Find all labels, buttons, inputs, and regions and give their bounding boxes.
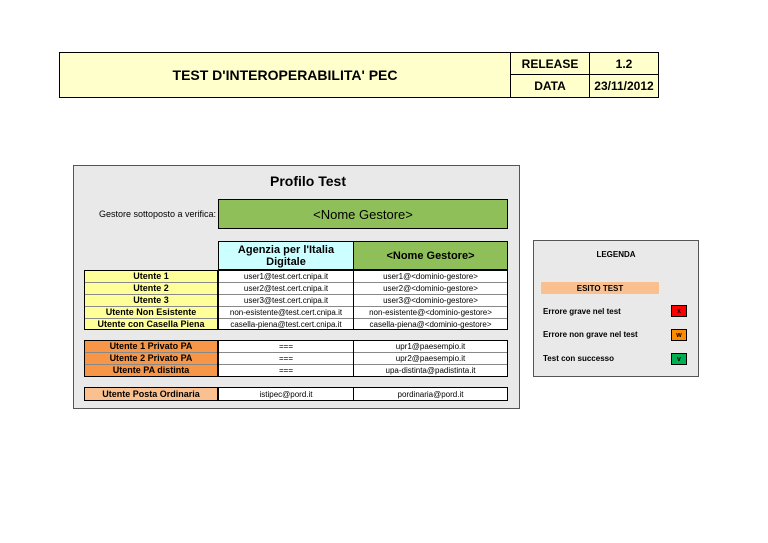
gestore-email: user3@<dominio-gestore> — [354, 295, 507, 307]
date-label: DATA — [510, 74, 590, 98]
gestore-email: upr1@paesempio.it — [354, 341, 507, 353]
agency-email: user1@test.cert.cnipa.it — [219, 271, 353, 283]
group1-gestore-column — [353, 270, 508, 330]
document-title: TEST D'INTEROPERABILITA' PEC — [59, 52, 511, 98]
gestore-column-header: <Nome Gestore> — [353, 241, 508, 270]
group1-agency-column — [218, 270, 354, 330]
legend-box-non-grave: w — [671, 329, 687, 341]
gestore-email: casella-piena@<dominio-gestore> — [369, 320, 492, 329]
agency-column-header: Agenzia per l'Italia Digitale — [218, 241, 354, 270]
row-label: Utente 2 Privato PA — [85, 353, 217, 365]
agency-email: === — [219, 341, 353, 353]
gestore-email: user1@<dominio-gestore> — [354, 271, 507, 283]
group2-gestore-column — [353, 340, 508, 377]
row-label: Utente 2 — [85, 283, 217, 295]
agency-email: === — [219, 353, 353, 365]
group2-labels — [84, 340, 218, 377]
legend-label-successo: Test con successo — [543, 354, 614, 363]
legend-label-non-grave: Errore non grave nel test — [543, 330, 638, 339]
row-label: Utente Non Esistente — [85, 307, 217, 319]
gestore-email: upr2@paesempio.it — [354, 353, 507, 365]
row-label: Utente PA distinta — [112, 365, 190, 375]
posta-ordinaria-label: Utente Posta Ordinaria — [84, 387, 218, 401]
legend-label-grave: Errore grave nel test — [543, 307, 621, 316]
row-label: Utente 3 — [85, 295, 217, 307]
agency-email: non-esistente@test.cert.cnipa.it — [219, 307, 353, 319]
group2-agency-column — [218, 340, 354, 377]
row-label: Utente con Casella Piena — [97, 319, 205, 329]
legend-box-grave: x — [671, 305, 687, 317]
row-label: Utente 1 Privato PA — [85, 341, 217, 353]
gestore-value: <Nome Gestore> — [218, 199, 508, 229]
release-label: RELEASE — [510, 52, 590, 75]
date-value: 23/11/2012 — [589, 74, 659, 98]
legend-box-successo: v — [671, 353, 687, 365]
gestore-email: pordinaria@pord.it — [353, 387, 508, 401]
gestore-label: Gestore sottoposto a verifica: — [98, 209, 216, 219]
row-label: Utente 1 — [85, 271, 217, 283]
agency-email: istipec@pord.it — [218, 387, 354, 401]
agency-email: user2@test.cert.cnipa.it — [219, 283, 353, 295]
agency-email: user3@test.cert.cnipa.it — [219, 295, 353, 307]
agency-email: === — [278, 366, 293, 375]
gestore-email: upa-distinta@padistinta.it — [385, 366, 476, 375]
group1-labels — [84, 270, 218, 330]
agency-email: casella-piena@test.cert.cnipa.it — [230, 320, 342, 329]
profile-title: Profilo Test — [270, 173, 346, 189]
gestore-email: user2@<dominio-gestore> — [354, 283, 507, 295]
gestore-email: non-esistente@<dominio-gestore> — [354, 307, 507, 319]
release-value: 1.2 — [589, 52, 659, 75]
legend-title: LEGENDA — [596, 249, 636, 259]
esito-test-header: ESITO TEST — [541, 282, 659, 294]
